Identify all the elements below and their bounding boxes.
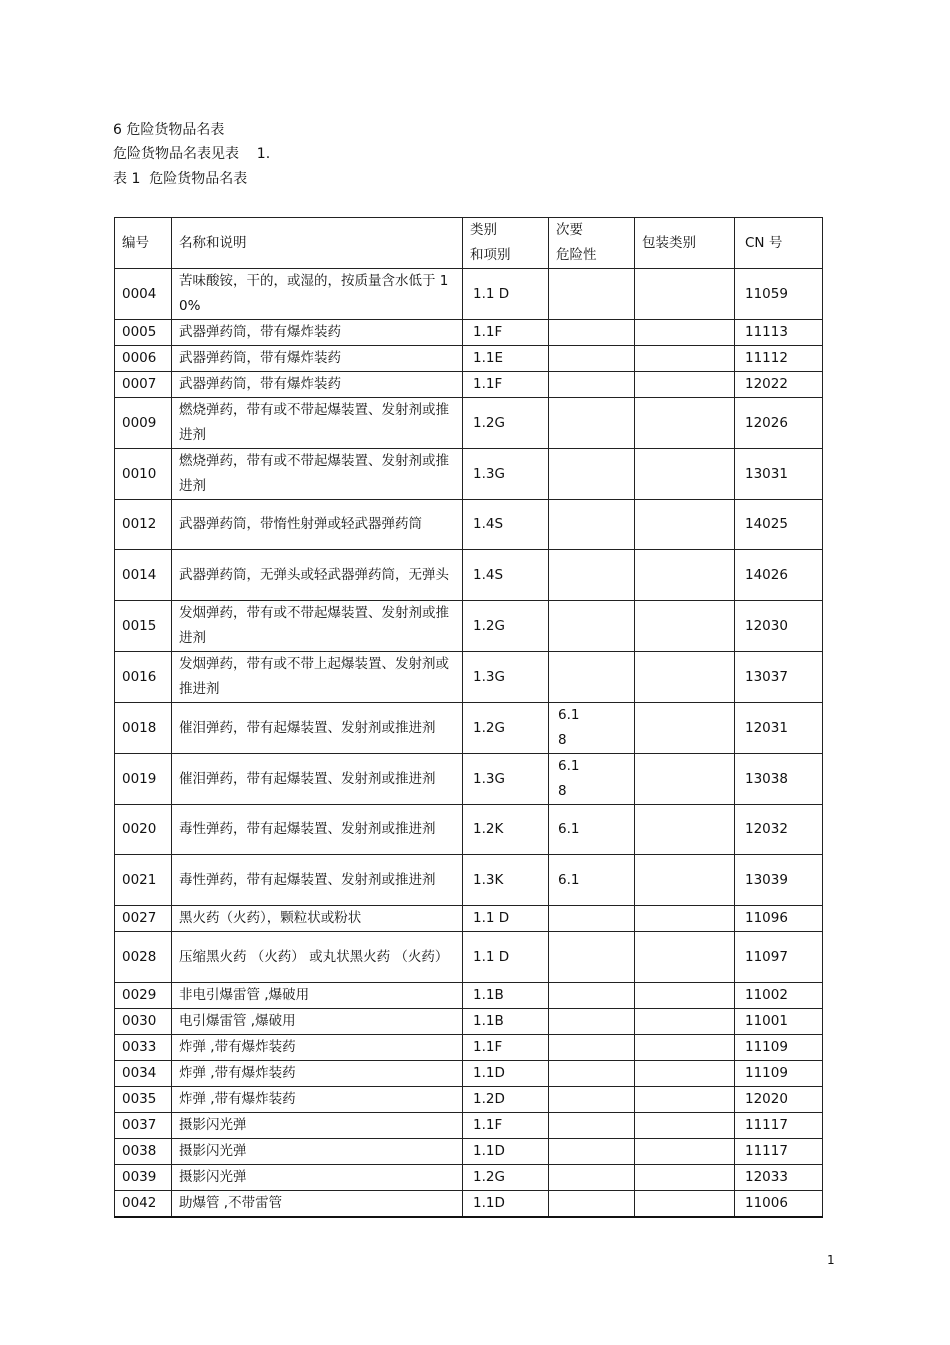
- cell-cn-number: 11117: [735, 1139, 823, 1165]
- cell-subsidiary-risk: [549, 398, 635, 449]
- cell-packing-group: [635, 398, 735, 449]
- cell-packing-group: [635, 1139, 735, 1165]
- cell-subsidiary-risk: [549, 372, 635, 398]
- cell-name: 发烟弹药，带有或不带起爆装置、发射剂或推进剂: [172, 601, 463, 652]
- cell-class: 1.1B: [463, 1009, 549, 1035]
- cell-name: 毒性弹药，带有起爆装置、发射剂或推进剂: [172, 805, 463, 855]
- cell-id: 0027: [115, 906, 172, 932]
- cell-subsidiary-risk: [549, 1009, 635, 1035]
- cell-name: 炸弹 ,带有爆炸装药: [172, 1061, 463, 1087]
- cell-cn-number: 12020: [735, 1087, 823, 1113]
- cell-id: 0009: [115, 398, 172, 449]
- cell-subsidiary-risk: [549, 550, 635, 601]
- cell-name: 摄影闪光弹: [172, 1113, 463, 1139]
- cell-id: 0004: [115, 269, 172, 320]
- table-row: [115, 372, 823, 398]
- cell-class: 1.2G: [463, 398, 549, 449]
- cell-packing-group: [635, 1061, 735, 1087]
- cell-id: 0015: [115, 601, 172, 652]
- cell-cn-number: 11001: [735, 1009, 823, 1035]
- table-row: [115, 754, 823, 805]
- header-packing-group: 包装类别: [635, 218, 735, 269]
- cell-name: 发烟弹药，带有或不带上起爆装置、发射剂或推进剂: [172, 652, 463, 703]
- cell-class: 1.1D: [463, 1061, 549, 1087]
- cell-name: 炸弹 ,带有爆炸装药: [172, 1035, 463, 1061]
- table-row: [115, 1139, 823, 1165]
- cell-class: 1.1F: [463, 372, 549, 398]
- cell-packing-group: [635, 1113, 735, 1139]
- header-class: [463, 218, 549, 269]
- table-row: [115, 703, 823, 754]
- cell-class: 1.1E: [463, 346, 549, 372]
- cell-packing-group: [635, 805, 735, 855]
- cell-name: 苦味酸铵，干的，或湿的，按质量含水低于 10%: [172, 269, 463, 320]
- cell-subsidiary-risk: [549, 1061, 635, 1087]
- cell-class: 1.3G: [463, 652, 549, 703]
- cell-class: 1.1 D: [463, 269, 549, 320]
- cell-cn-number: 11006: [735, 1191, 823, 1218]
- table-row: [115, 550, 823, 601]
- cell-packing-group: [635, 346, 735, 372]
- subsidiary-risk-primary: 6.1: [558, 707, 580, 723]
- cell-name: 压缩黑火药 （火药） 或丸状黑火药 （火药）: [172, 932, 463, 983]
- cell-name: 电引爆雷管 ,爆破用: [172, 1009, 463, 1035]
- cell-subsidiary-risk: [549, 1035, 635, 1061]
- table-row: [115, 500, 823, 550]
- table-row: [115, 1009, 823, 1035]
- cell-name: 武器弹药筒，带有爆炸装药: [172, 320, 463, 346]
- cell-packing-group: [635, 601, 735, 652]
- cell-id: 0019: [115, 754, 172, 805]
- cell-subsidiary-risk: [549, 320, 635, 346]
- page-number: 1: [827, 1253, 835, 1267]
- cell-id: 0021: [115, 855, 172, 906]
- cell-packing-group: [635, 550, 735, 601]
- cell-subsidiary-risk: [549, 1165, 635, 1191]
- cell-id: 0042: [115, 1191, 172, 1218]
- cell-class: 1.2D: [463, 1087, 549, 1113]
- cell-class: 1.1B: [463, 983, 549, 1009]
- table-row: [115, 1061, 823, 1087]
- cell-subsidiary-risk: [549, 1139, 635, 1165]
- cell-cn-number: 11113: [735, 320, 823, 346]
- cell-name: 燃烧弹药，带有或不带起爆装置、发射剂或推进剂: [172, 398, 463, 449]
- cell-class: 1.1F: [463, 320, 549, 346]
- cell-class: 1.4S: [463, 550, 549, 601]
- cell-packing-group: [635, 449, 735, 500]
- cell-id: 0012: [115, 500, 172, 550]
- cell-packing-group: [635, 500, 735, 550]
- cell-cn-number: 11109: [735, 1035, 823, 1061]
- section-heading: 6 危险货物品名表: [113, 122, 225, 138]
- cell-class: 1.1 D: [463, 932, 549, 983]
- cell-cn-number: 13039: [735, 855, 823, 906]
- cell-packing-group: [635, 1087, 735, 1113]
- header-cn-number: CN 号: [735, 218, 823, 269]
- cell-cn-number: 13037: [735, 652, 823, 703]
- cell-subsidiary-risk: [549, 601, 635, 652]
- table-row: [115, 1087, 823, 1113]
- cell-packing-group: [635, 320, 735, 346]
- cell-class: 1.3G: [463, 754, 549, 805]
- cell-class: 1.3K: [463, 855, 549, 906]
- cell-class: 1.1D: [463, 1139, 549, 1165]
- cell-id: 0005: [115, 320, 172, 346]
- table-row: [115, 1035, 823, 1061]
- cell-class: 1.1F: [463, 1035, 549, 1061]
- cell-class: 1.2G: [463, 601, 549, 652]
- cell-name: 非电引爆雷管 ,爆破用: [172, 983, 463, 1009]
- cell-subsidiary-risk: [549, 703, 635, 754]
- cell-class: 1.2G: [463, 1165, 549, 1191]
- cell-class: 1.1 D: [463, 906, 549, 932]
- cell-subsidiary-risk: [549, 983, 635, 1009]
- cell-name: 武器弹药筒，无弹头或轻武器弹药筒，无弹头: [172, 550, 463, 601]
- cell-id: 0033: [115, 1035, 172, 1061]
- cell-class: 1.4S: [463, 500, 549, 550]
- cell-id: 0029: [115, 983, 172, 1009]
- table-row: [115, 398, 823, 449]
- reference-line: 危险货物品名表见表 1.: [113, 146, 271, 162]
- cell-cn-number: 11117: [735, 1113, 823, 1139]
- cell-subsidiary-risk: [549, 805, 635, 855]
- header-sub-line1: 次要: [556, 222, 583, 238]
- cell-packing-group: [635, 932, 735, 983]
- header-class-line2: 和项别: [470, 247, 511, 263]
- cell-packing-group: [635, 1165, 735, 1191]
- cell-name: 助爆管 ,不带雷管: [172, 1191, 463, 1218]
- cell-id: 0014: [115, 550, 172, 601]
- cell-class: 1.2G: [463, 703, 549, 754]
- cell-packing-group: [635, 1191, 735, 1218]
- cell-cn-number: 13031: [735, 449, 823, 500]
- subsidiary-risk-secondary: 8: [558, 783, 567, 799]
- cell-cn-number: 12022: [735, 372, 823, 398]
- subsidiary-risk-primary: 6.1: [558, 758, 580, 774]
- table-row: [115, 855, 823, 906]
- cell-subsidiary-risk: [549, 652, 635, 703]
- table-header-row: [115, 218, 823, 269]
- cell-name: 武器弹药筒，带惰性射弹或轻武器弹药筒: [172, 500, 463, 550]
- table-caption: 表 1 危险货物品名表: [113, 171, 248, 187]
- cell-subsidiary-risk: [549, 449, 635, 500]
- cell-subsidiary-risk: [549, 932, 635, 983]
- header-name: 名称和说明: [172, 218, 463, 269]
- cell-name: 炸弹 ,带有爆炸装药: [172, 1087, 463, 1113]
- cell-cn-number: 11002: [735, 983, 823, 1009]
- header-id: 编号: [115, 218, 172, 269]
- cell-packing-group: [635, 1009, 735, 1035]
- cell-subsidiary-risk: [549, 269, 635, 320]
- table-row: [115, 932, 823, 983]
- cell-subsidiary-risk: [549, 754, 635, 805]
- cell-subsidiary-risk: [549, 1113, 635, 1139]
- cell-cn-number: 14025: [735, 500, 823, 550]
- cell-cn-number: 12031: [735, 703, 823, 754]
- cell-cn-number: 12033: [735, 1165, 823, 1191]
- cell-name: 黑火药（火药），颗粒状或粉状: [172, 906, 463, 932]
- subsidiary-risk-secondary: 8: [558, 732, 567, 748]
- cell-cn-number: 12026: [735, 398, 823, 449]
- subsidiary-risk-primary: 6.1: [558, 871, 580, 888]
- cell-class: 1.1F: [463, 1113, 549, 1139]
- cell-packing-group: [635, 269, 735, 320]
- cell-id: 0039: [115, 1165, 172, 1191]
- cell-packing-group: [635, 372, 735, 398]
- cell-class: 1.3G: [463, 449, 549, 500]
- table-row: [115, 805, 823, 855]
- header-subsidiary-risk: [549, 218, 635, 269]
- cell-subsidiary-risk: [549, 855, 635, 906]
- cell-id: 0028: [115, 932, 172, 983]
- cell-packing-group: [635, 703, 735, 754]
- table-row: [115, 1165, 823, 1191]
- table-row: [115, 1113, 823, 1139]
- cell-packing-group: [635, 855, 735, 906]
- cell-id: 0037: [115, 1113, 172, 1139]
- table-row: [115, 269, 823, 320]
- cell-cn-number: 14026: [735, 550, 823, 601]
- cell-cn-number: 11096: [735, 906, 823, 932]
- cell-id: 0034: [115, 1061, 172, 1087]
- cell-id: 0020: [115, 805, 172, 855]
- table-row: [115, 906, 823, 932]
- cell-cn-number: 11097: [735, 932, 823, 983]
- cell-name: 催泪弹药，带有起爆装置、发射剂或推进剂: [172, 703, 463, 754]
- cell-name: 武器弹药筒，带有爆炸装药: [172, 346, 463, 372]
- cell-cn-number: 11112: [735, 346, 823, 372]
- cell-class: 1.2K: [463, 805, 549, 855]
- table-row: [115, 449, 823, 500]
- cell-id: 0016: [115, 652, 172, 703]
- cell-class: 1.1D: [463, 1191, 549, 1218]
- header-sub-line2: 危险性: [556, 247, 597, 263]
- cell-packing-group: [635, 983, 735, 1009]
- cell-packing-group: [635, 906, 735, 932]
- header-class-line1: 类别: [470, 222, 497, 238]
- cell-subsidiary-risk: [549, 906, 635, 932]
- cell-subsidiary-risk: [549, 1087, 635, 1113]
- table-row: [115, 601, 823, 652]
- cell-subsidiary-risk: [549, 500, 635, 550]
- cell-name: 摄影闪光弹: [172, 1165, 463, 1191]
- dangerous-goods-table: [114, 217, 823, 1218]
- cell-name: 摄影闪光弹: [172, 1139, 463, 1165]
- table-row: [115, 346, 823, 372]
- cell-id: 0038: [115, 1139, 172, 1165]
- cell-id: 0006: [115, 346, 172, 372]
- cell-name: 毒性弹药，带有起爆装置、发射剂或推进剂: [172, 855, 463, 906]
- cell-subsidiary-risk: [549, 346, 635, 372]
- cell-id: 0035: [115, 1087, 172, 1113]
- table-row: [115, 652, 823, 703]
- cell-id: 0007: [115, 372, 172, 398]
- cell-name: 燃烧弹药，带有或不带起爆装置、发射剂或推进剂: [172, 449, 463, 500]
- cell-cn-number: 12030: [735, 601, 823, 652]
- subsidiary-risk-primary: 6.1: [558, 821, 580, 837]
- cell-id: 0030: [115, 1009, 172, 1035]
- cell-id: 0010: [115, 449, 172, 500]
- cell-cn-number: 13038: [735, 754, 823, 805]
- table-row: [115, 983, 823, 1009]
- cell-packing-group: [635, 652, 735, 703]
- cell-id: 0018: [115, 703, 172, 754]
- cell-subsidiary-risk: [549, 1191, 635, 1218]
- cell-name: 武器弹药筒，带有爆炸装药: [172, 372, 463, 398]
- cell-cn-number: 11059: [735, 269, 823, 320]
- table-row: [115, 1191, 823, 1218]
- cell-cn-number: 12032: [735, 805, 823, 855]
- cell-packing-group: [635, 1035, 735, 1061]
- cell-cn-number: 11109: [735, 1061, 823, 1087]
- table-row: [115, 320, 823, 346]
- cell-packing-group: [635, 754, 735, 805]
- cell-name: 催泪弹药，带有起爆装置、发射剂或推进剂: [172, 754, 463, 805]
